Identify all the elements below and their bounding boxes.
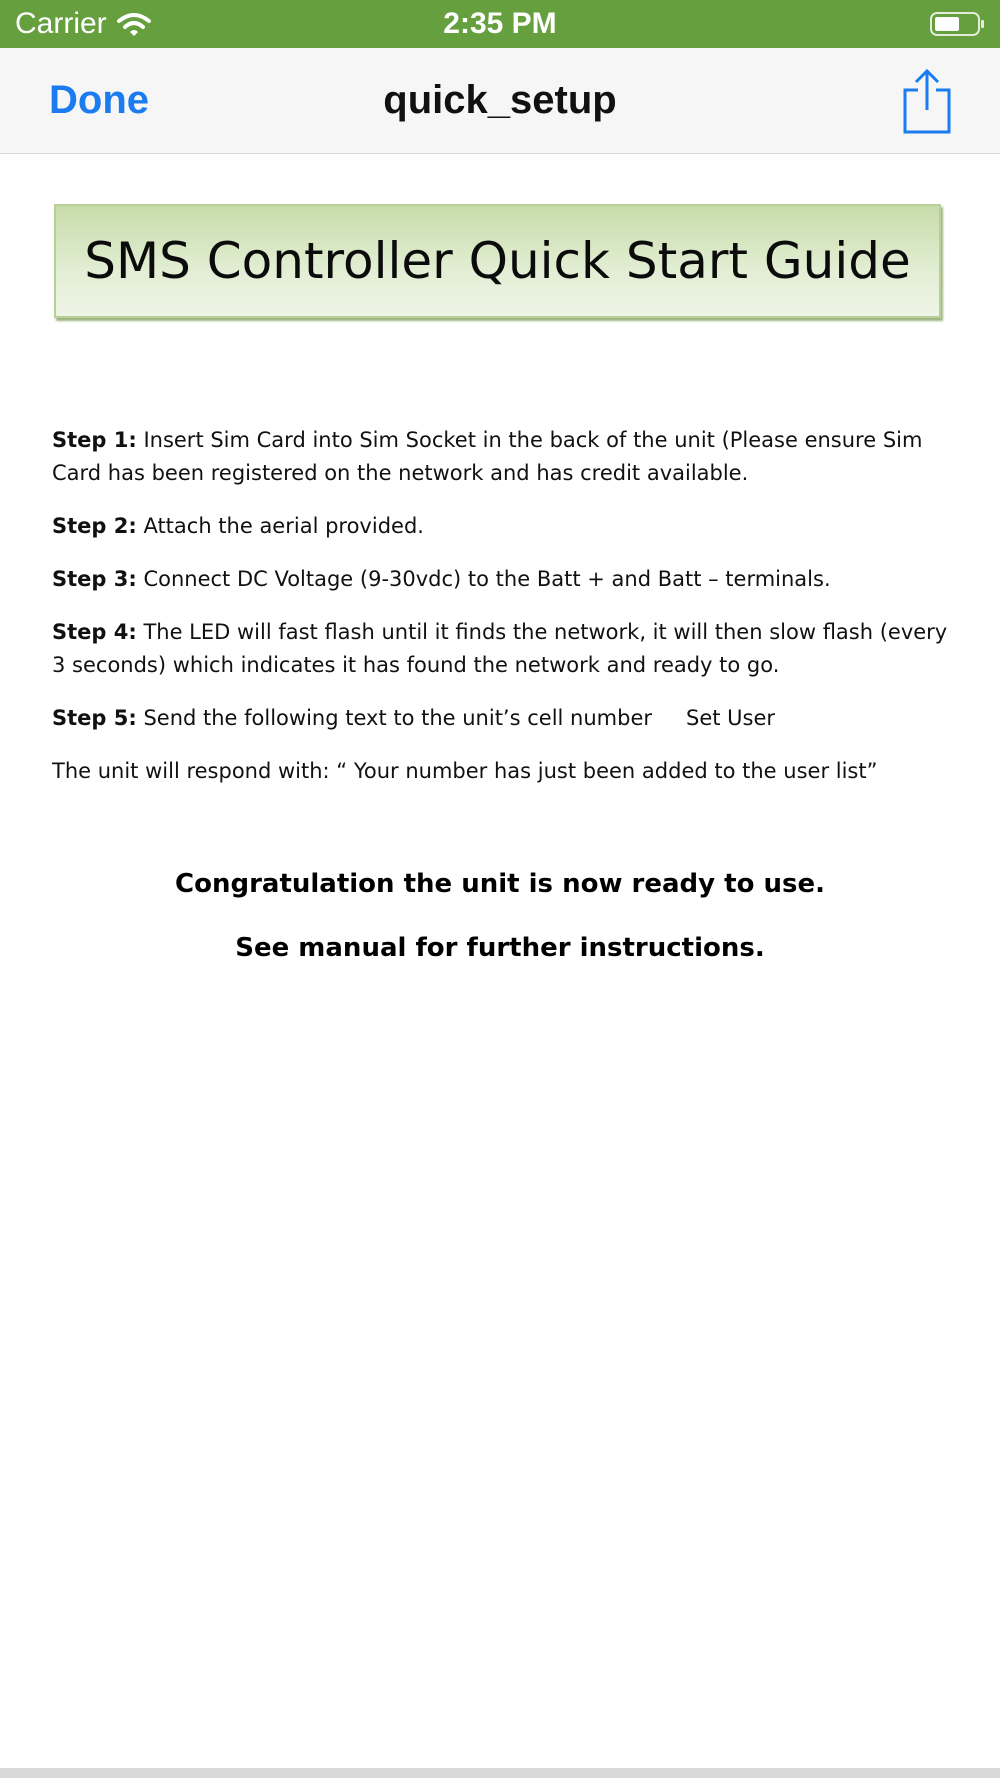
step-text: Attach the aerial provided. <box>136 514 424 538</box>
step-text: The LED will fast flash until it finds the network, it will then slow flash (every 3 seconds) which indicates it has found the network and ready to go. <box>52 620 948 677</box>
battery-icon <box>930 12 986 36</box>
navigation-bar <box>0 48 1000 154</box>
guide-title-banner <box>54 204 941 318</box>
steps-list <box>52 424 952 808</box>
status-bar <box>0 0 1000 48</box>
step-label: Step 2: <box>52 514 137 538</box>
step-label: Step 5: <box>52 706 137 730</box>
share-icon[interactable] <box>902 68 952 134</box>
step-2 <box>52 510 952 543</box>
sms-command: Set User <box>686 706 776 730</box>
guide-title: SMS Controller Quick Start Guide <box>84 232 911 290</box>
step-1 <box>52 424 952 490</box>
step-label: Step 3: <box>52 567 137 591</box>
status-time: 2:35 PM <box>443 7 557 40</box>
done-button[interactable]: Done <box>49 78 149 122</box>
step-text: Connect DC Voltage (9-30vdc) to the Batt + and Batt – terminals. <box>136 567 831 591</box>
step-label: Step 4: <box>52 620 137 644</box>
step-label: Step 1: <box>52 428 137 452</box>
bottom-divider <box>0 1768 1000 1778</box>
carrier-label: Carrier <box>15 7 107 40</box>
document-view[interactable] <box>0 154 1000 1768</box>
page-title: quick_setup <box>383 78 617 122</box>
step-text: Insert Sim Card into Sim Socket in the back of the unit (Please ensure Sim Card has been registered on the network and has credit available. <box>52 428 923 485</box>
step-3 <box>52 563 952 596</box>
response-text: The unit will respond with: “ Your number has just been added to the user list” <box>52 759 878 783</box>
step-text: Send the following text to the unit’s cell number <box>136 706 652 730</box>
further-instructions-text: See manual for further instructions. <box>235 933 765 963</box>
step-5 <box>52 702 952 735</box>
congratulation-text: Congratulation the unit is now ready to use. <box>175 869 825 899</box>
step-4 <box>52 616 952 682</box>
